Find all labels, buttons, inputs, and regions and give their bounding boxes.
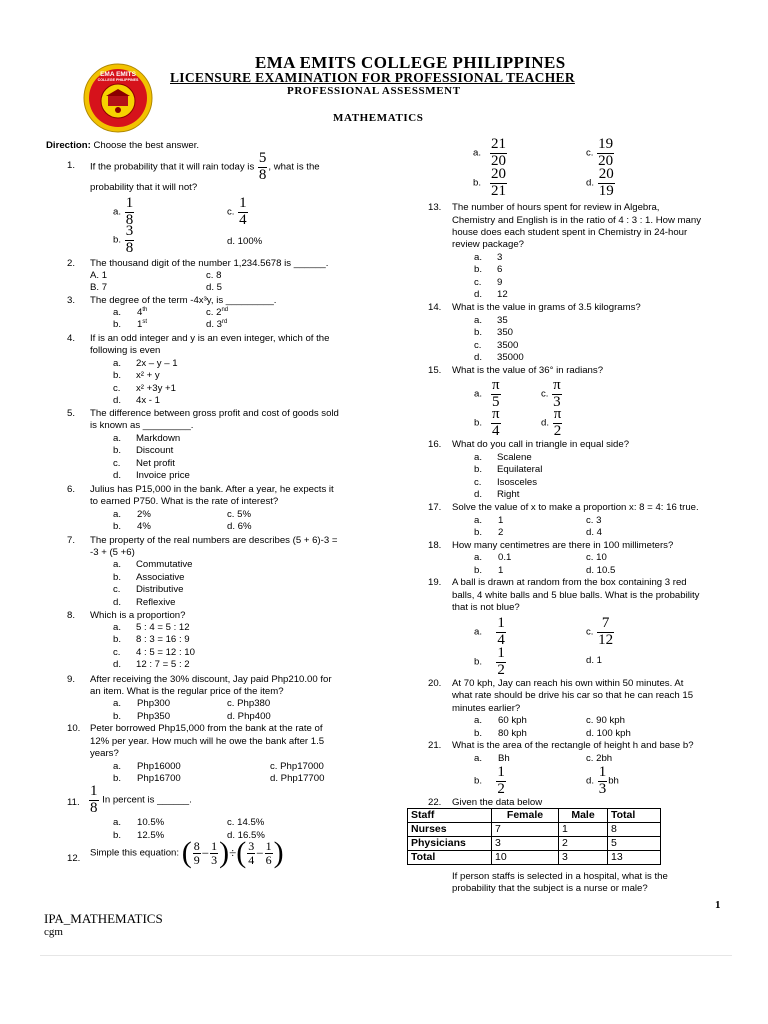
option-d[interactable]: 4x - 1 bbox=[136, 395, 160, 406]
option-c[interactable]: c. 14.5% bbox=[227, 817, 265, 828]
option-a[interactable]: a. $\frac{\pi}{5}$ bbox=[474, 377, 500, 410]
option-a[interactable]: 35 bbox=[497, 315, 508, 326]
option-d[interactable]: d. 3rd bbox=[206, 319, 228, 331]
question-text: The property of the real numbers are describes (5 + 6)-3 = bbox=[90, 535, 338, 546]
question-text: balls, 4 white balls and 5 blue balls. What is the probability bbox=[452, 590, 700, 601]
option-a[interactable]: Markdown bbox=[136, 433, 181, 444]
question-number: 18. bbox=[428, 540, 442, 551]
option-d[interactable]: d. 100% bbox=[227, 236, 263, 247]
question-text: 12% per year. How much will he owe the bank after 1.5 bbox=[90, 736, 325, 747]
option-a[interactable]: 2x – y – 1 bbox=[136, 358, 178, 369]
table-cell: 7 bbox=[492, 823, 559, 837]
question-text: Peter borrowed Php15,000 from the bank at the rate of bbox=[90, 723, 323, 734]
table-cell: 3 bbox=[492, 837, 559, 851]
question-text: What is the value of 36° in radians? bbox=[452, 365, 604, 376]
option-d[interactable]: d. $\frac{1}{3}$ bh bbox=[586, 764, 619, 797]
option-c[interactable]: c. 90 kph bbox=[586, 715, 625, 726]
option-b[interactable]: 8 : 3 = 16 : 9 bbox=[136, 634, 190, 645]
option-label: d. bbox=[474, 289, 483, 300]
question-number: 14. bbox=[428, 302, 442, 313]
question-text: Solve the value of x to make a proportion x: 8 = 4: 16 true. bbox=[452, 502, 699, 513]
table-cell: 10 bbox=[492, 851, 559, 865]
option-label: a. bbox=[113, 358, 122, 369]
school-name: EMA EMITS COLLEGE PHILIPPINES bbox=[255, 53, 566, 72]
option-d[interactable]: 12 : 7 = 5 : 2 bbox=[136, 659, 190, 670]
table-cell: 2 bbox=[559, 837, 608, 851]
option-d[interactable]: d. $\frac{\pi}{2}$ bbox=[541, 406, 562, 439]
question-text: an item. What is the regular price of the item? bbox=[90, 686, 284, 697]
option-c[interactable]: c. Php380 bbox=[227, 698, 271, 709]
question-text: minutes earlier? bbox=[452, 703, 521, 714]
question-text: If the probability that it will rain today is bbox=[90, 161, 255, 173]
direction-label: Direction: bbox=[46, 140, 91, 151]
option-label: d. bbox=[113, 470, 122, 481]
option-a[interactable]: a. $\frac{1}{4}$ bbox=[474, 615, 505, 648]
option-a[interactable]: a. $\frac{1}{8}$ bbox=[113, 195, 134, 228]
question-text: Given the data below bbox=[452, 797, 543, 808]
option-a[interactable]: a. 4th bbox=[113, 307, 148, 319]
option-b[interactable]: b. $\frac{20}{21}$ bbox=[473, 166, 507, 199]
option-a[interactable]: Scalene bbox=[497, 452, 532, 463]
option-label: b. bbox=[113, 572, 122, 583]
option-b[interactable]: b. Php350 bbox=[113, 711, 171, 722]
logo-text-sub: COLLEGE PHILIPPINES bbox=[97, 78, 139, 82]
question-number: 5. bbox=[67, 408, 76, 419]
table-cell: Physicians bbox=[408, 837, 492, 851]
option-b[interactable]: B. 7 bbox=[90, 282, 108, 293]
table-row bbox=[408, 823, 661, 837]
option-d[interactable]: d. 10.5 bbox=[586, 565, 616, 576]
option-label: d. bbox=[113, 395, 122, 406]
option-c[interactable]: c. 10 bbox=[586, 552, 607, 563]
option-d[interactable]: 12 bbox=[497, 289, 508, 300]
option-a[interactable]: 5 : 4 = 5 : 12 bbox=[136, 622, 190, 633]
option-b[interactable]: b. $\frac{1}{2}$ bbox=[474, 764, 505, 797]
table-row bbox=[408, 851, 661, 865]
option-c[interactable]: c. $\frac{7}{12}$ bbox=[586, 615, 614, 648]
option-b[interactable]: b. 80 kph bbox=[474, 728, 527, 739]
question-number: 15. bbox=[428, 365, 442, 376]
option-d[interactable]: d. 16.5% bbox=[227, 830, 265, 841]
option-c[interactable]: c. 2bh bbox=[586, 753, 613, 764]
question-number: 17. bbox=[428, 502, 442, 513]
option-b[interactable]: 6 bbox=[497, 264, 503, 275]
option-b[interactable]: 350 bbox=[497, 327, 514, 338]
question-text: What is the value in grams of 3.5 kilograms? bbox=[452, 302, 641, 313]
option-label: a. bbox=[474, 452, 483, 463]
table-cell: Total bbox=[408, 851, 492, 865]
option-label: c. bbox=[113, 584, 121, 595]
option-label: d. bbox=[113, 597, 122, 608]
question-number: 16. bbox=[428, 439, 442, 450]
option-d[interactable]: d. $\frac{20}{19}$ bbox=[586, 166, 614, 199]
option-d[interactable]: d. Php400 bbox=[227, 711, 271, 722]
question-number: 4. bbox=[67, 333, 76, 344]
option-a[interactable]: A. 1 bbox=[90, 270, 108, 281]
question-number: 13. bbox=[428, 202, 442, 213]
question-number: 6. bbox=[67, 484, 76, 495]
exam-title: LICENSURE EXAMINATION FOR PROFESSIONAL TEACHER bbox=[170, 70, 575, 85]
option-c[interactable]: 9 bbox=[497, 277, 503, 288]
option-label: b. bbox=[113, 634, 122, 645]
question-text: Which is a proportion? bbox=[90, 610, 186, 621]
question-text: What do you call in triangle in equal side? bbox=[452, 439, 630, 450]
question-number: 22. bbox=[428, 797, 442, 808]
option-d[interactable]: d. Php17700 bbox=[270, 773, 325, 784]
option-a[interactable]: a. 0.1 bbox=[474, 552, 512, 563]
table-cell: 1 bbox=[559, 823, 608, 837]
option-c[interactable]: c. 5% bbox=[227, 509, 251, 520]
question-text: After receiving the 30% discount, Jay paid Php210.00 for bbox=[90, 674, 332, 685]
question-text: The number of hours spent for review in Algebra, bbox=[452, 202, 660, 213]
option-b[interactable]: Equilateral bbox=[497, 464, 543, 475]
option-label: c. bbox=[113, 458, 121, 469]
assessment-title: PROFESSIONAL ASSESSMENT bbox=[287, 85, 461, 97]
table-cell: 13 bbox=[608, 851, 661, 865]
page-number: 1 bbox=[715, 899, 721, 911]
option-label: c. bbox=[474, 340, 482, 351]
option-c[interactable]: Isosceles bbox=[497, 477, 537, 488]
table-cell: Nurses bbox=[408, 823, 492, 837]
option-d[interactable]: Reflexive bbox=[136, 597, 176, 608]
table-cell: 8 bbox=[608, 823, 661, 837]
option-label: b. bbox=[474, 264, 483, 275]
option-b[interactable]: b. 1st bbox=[113, 319, 148, 331]
question-number: 20. bbox=[428, 678, 442, 689]
option-d[interactable]: 35000 bbox=[497, 352, 524, 363]
table-header-cell: Total bbox=[608, 809, 661, 823]
school-logo bbox=[82, 62, 154, 134]
question-text: A ball is drawn at random from the box containing 3 red bbox=[452, 577, 687, 588]
option-a[interactable]: a. 2% bbox=[113, 509, 151, 520]
table-cell: 3 bbox=[559, 851, 608, 865]
question-text: probability that the subject is a nurse or male? bbox=[452, 883, 648, 894]
question-text: The degree of the term -4x³y, is _________. bbox=[90, 295, 277, 306]
question-text: What is the area of the rectangle of height h and base b? bbox=[452, 740, 694, 751]
option-c[interactable]: Distributive bbox=[136, 584, 184, 595]
option-c[interactable]: 3500 bbox=[497, 340, 519, 351]
option-label: d. bbox=[474, 352, 483, 363]
table-cell: 5 bbox=[608, 837, 661, 851]
option-b[interactable]: x² + y bbox=[136, 370, 160, 381]
option-c[interactable]: x² +3y +1 bbox=[136, 383, 176, 394]
option-a[interactable]: a. $\frac{21}{20}$ bbox=[473, 136, 507, 169]
option-c[interactable]: c. Php17000 bbox=[270, 761, 324, 772]
question-text: At 70 kph, Jay can reach his own within 50 minutes. At bbox=[452, 678, 684, 689]
option-a[interactable]: a. 10.5% bbox=[113, 817, 165, 828]
table-header-cell: Male bbox=[559, 809, 608, 823]
option-label: a. bbox=[113, 433, 122, 444]
question-number: 9. bbox=[67, 674, 76, 685]
option-b[interactable]: b. 2 bbox=[474, 527, 504, 538]
option-c[interactable]: c. $\frac{\pi}{3}$ bbox=[541, 377, 561, 410]
option-c[interactable]: c. 3 bbox=[586, 515, 602, 526]
question-number: 11. bbox=[67, 797, 80, 808]
option-label: a. bbox=[113, 622, 122, 633]
question-number: 12. bbox=[67, 853, 81, 864]
question-text: If is an odd integer and y is an even integer, which of the bbox=[90, 333, 330, 344]
question-text: If person staffs is selected in a hospital, what is the bbox=[452, 871, 668, 882]
table-header-cell: Female bbox=[492, 809, 559, 823]
question-text: is known as _________. bbox=[90, 420, 194, 431]
question-text: Julius has P15,000 in the bank. After a year, he expects it bbox=[90, 484, 334, 495]
option-label: b. bbox=[474, 464, 483, 475]
option-c[interactable]: c. $\frac{1}{4}$ bbox=[227, 195, 247, 228]
footer-initials: cgm bbox=[44, 926, 63, 938]
question-number: 8. bbox=[67, 610, 76, 621]
question-number: 1. bbox=[67, 160, 76, 171]
question-number: 3. bbox=[67, 295, 76, 306]
option-b[interactable]: Discount bbox=[136, 445, 174, 456]
option-label: c. bbox=[113, 647, 121, 658]
subject-title: MATHEMATICS bbox=[333, 112, 424, 124]
question-text: How many centimetres are there in 100 millimeters? bbox=[452, 540, 674, 551]
table-header-cell: Staff bbox=[408, 809, 492, 823]
direction-text: Choose the best answer. bbox=[93, 140, 200, 151]
option-label: d. bbox=[474, 489, 483, 500]
option-c[interactable]: Net profit bbox=[136, 458, 175, 469]
option-b[interactable]: b. $\frac{\pi}{4}$ bbox=[474, 406, 500, 439]
fraction: $\frac{5}{8}$ bbox=[258, 150, 267, 183]
question-number: 21. bbox=[428, 740, 442, 751]
option-b[interactable]: b. 1 bbox=[474, 565, 504, 576]
footer-title: IPA_MATHEMATICS bbox=[44, 911, 163, 926]
question-number: 19. bbox=[428, 577, 442, 588]
data-table bbox=[407, 808, 661, 865]
option-label: c. bbox=[474, 277, 482, 288]
option-a[interactable]: a. Bh bbox=[474, 753, 510, 764]
option-b[interactable]: Associative bbox=[136, 572, 185, 583]
option-a[interactable]: a. Php300 bbox=[113, 698, 171, 709]
question-text: Chemistry and English is in the ratio of 4 : 3 : 1. How many bbox=[452, 215, 702, 226]
question-number: 7. bbox=[67, 535, 76, 546]
question-text: that is not blue? bbox=[452, 602, 520, 613]
option-label: d. bbox=[113, 659, 122, 670]
question-text: following is even bbox=[90, 345, 161, 356]
option-d[interactable]: Invoice price bbox=[136, 470, 190, 481]
option-label: a. bbox=[474, 252, 483, 263]
question-text: house does each student spent in Chemistry in 24-hour bbox=[452, 227, 688, 238]
option-b[interactable]: b. 4% bbox=[113, 521, 151, 532]
option-d[interactable]: d. 6% bbox=[227, 521, 252, 532]
option-a[interactable]: a. 1 bbox=[474, 515, 504, 526]
question-text: $\frac{1}{8}$ In percent is ______. bbox=[90, 783, 192, 816]
option-c[interactable]: 4 : 5 = 12 : 10 bbox=[136, 647, 195, 658]
option-label: b. bbox=[474, 327, 483, 338]
question-text: years? bbox=[90, 748, 119, 759]
option-c[interactable]: c. 2nd bbox=[206, 307, 229, 319]
option-b[interactable]: b. Php16700 bbox=[113, 773, 181, 784]
option-a[interactable]: 3 bbox=[497, 252, 503, 263]
question-text: to earned P750. What is the rate of interest? bbox=[90, 496, 279, 507]
question-text: -3 + (5 +6) bbox=[90, 547, 135, 558]
option-d[interactable]: Right bbox=[497, 489, 520, 500]
option-d[interactable]: d. 1 bbox=[586, 655, 603, 666]
option-a[interactable]: Commutative bbox=[136, 559, 193, 570]
option-b[interactable]: b. 12.5% bbox=[113, 830, 165, 841]
table-row bbox=[408, 837, 661, 851]
option-label: a. bbox=[113, 559, 122, 570]
option-c[interactable]: c. 8 bbox=[206, 270, 222, 281]
option-label: a. bbox=[474, 315, 483, 326]
question-text: Simple this equation: ( $\frac{8}{9}$ − $\frac{1}{3}$ )÷( $\frac{3}{4}$ − $\frac{1}{6}$ ) bbox=[90, 836, 284, 869]
option-label: b. bbox=[113, 370, 122, 381]
option-label: c. bbox=[474, 477, 482, 488]
option-d[interactable]: d. 5 bbox=[206, 282, 223, 293]
footer-divider bbox=[40, 955, 732, 956]
option-a[interactable]: a. Php16000 bbox=[113, 761, 181, 772]
question-text: probability that it will not? bbox=[90, 182, 198, 193]
question-text: review package? bbox=[452, 239, 524, 250]
direction bbox=[46, 140, 199, 151]
option-b[interactable]: b. $\frac{3}{8}$ bbox=[113, 223, 134, 256]
option-a[interactable]: a. 60 kph bbox=[474, 715, 527, 726]
option-b[interactable]: b. $\frac{1}{2}$ bbox=[474, 645, 505, 678]
logo-text-top: EMA EMITS bbox=[100, 71, 136, 78]
question-text: The difference between gross profit and cost of goods sold bbox=[90, 408, 339, 419]
question-number: 2. bbox=[67, 258, 76, 269]
option-d[interactable]: d. 100 kph bbox=[586, 728, 631, 739]
option-d[interactable]: d. 4 bbox=[586, 527, 603, 538]
option-c[interactable]: c. $\frac{19}{20}$ bbox=[586, 136, 614, 169]
table-header-row bbox=[408, 809, 661, 823]
question-text: The thousand digit of the number 1,234.5678 is ______. bbox=[90, 258, 329, 269]
question-text: what rate should be drive his car so that he can reach 15 bbox=[452, 690, 694, 701]
question-number: 10. bbox=[67, 723, 81, 734]
option-label: b. bbox=[113, 445, 122, 456]
option-label: c. bbox=[113, 383, 121, 394]
